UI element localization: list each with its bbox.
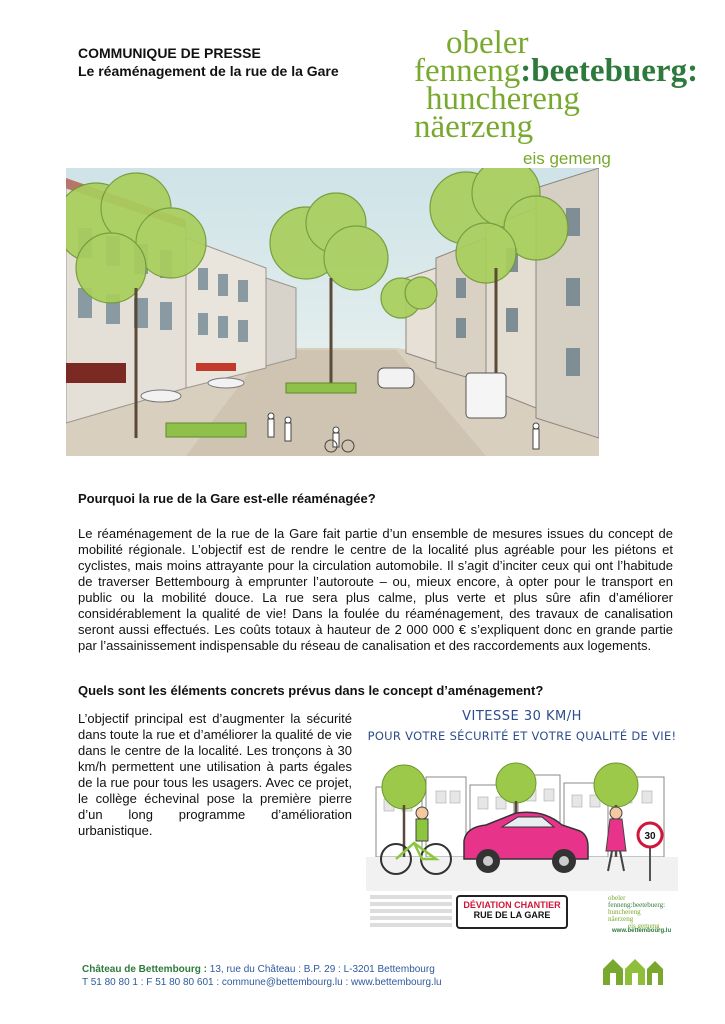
logo-line-3: hunchereng — [426, 81, 580, 117]
speed-limit-poster — [366, 703, 678, 943]
logo-line-1: obeler — [446, 25, 529, 61]
poster-info-line — [370, 902, 452, 906]
footer-org: Château de Bettembourg : — [82, 964, 208, 975]
poster-headline-1: VITESSE 30 KM/H — [462, 709, 582, 724]
title-line-2: Le réaménagement de la rue de la Gare — [78, 63, 339, 79]
poster-info-line — [370, 909, 452, 913]
footer-contact: T 51 80 80 1 : F 51 80 80 601 : commune@bettembourg.lu : www.bettembourg.lu — [82, 977, 442, 988]
logo-line-2b: :beetebuerg: — [520, 53, 699, 89]
logo-line-4: näerzeng — [414, 109, 534, 145]
poster-logo-line-2: fenneng:beetebuerg: — [608, 901, 666, 909]
detour-sign-line-1: DÉVIATION CHANTIER — [463, 900, 561, 910]
poster-info-line — [370, 895, 452, 899]
section-1-heading: Pourquoi la rue de la Gare est-elle réaménagée? — [78, 491, 376, 506]
title-line-1: COMMUNIQUE DE PRESSE — [78, 45, 261, 61]
poster-url: www.bettembourg.lu — [612, 928, 672, 934]
detour-sign-line-2: RUE DE LA GARE — [473, 910, 551, 920]
poster-logo — [608, 895, 665, 930]
street-illustration — [66, 168, 599, 456]
section-2-heading: Quels sont les éléments concrets prévus dans le concept d’aménagement? — [78, 683, 544, 698]
poster-scene — [366, 747, 678, 891]
poster-info-line — [370, 923, 452, 927]
footer-address-line — [82, 963, 442, 976]
poster-headline-2: POUR VOTRE SÉCURITÉ ET VOTRE QUALITÉ DE VIE! — [367, 729, 677, 743]
detour-sign — [456, 895, 568, 929]
footer — [82, 963, 442, 989]
speed-sign-value: 30 — [644, 831, 656, 842]
press-release-title — [78, 44, 339, 80]
poster-info-block — [370, 895, 452, 927]
section-1-body: Le réaménagement de la rue de la Gare fait partie d’un ensemble de mesures issues du concept de mobilité régionale. L’objectif est de rendre le centre de la localité plus agréable pour les piétons et cyclistes, mais moins attrayante pour la circulation automobile. Il s’agit d’inciter ceux qui ont l’habitude de traverser Bettembourg à emprunter l’autoroute – ou, mieux encore, à opter pour le transport en public ou la mobilité douce. La rue sera plus calme, plus verte et plus sûre afin d’améliorer considérablement la qualité de vie! Dans la foulée du réaménagement, des travaux de canalisation seront aussi effectués. Les coûts totaux à hauteur de 2 000 000 € s’expliquent donc en grande partie par l’assainissement indispensable du réseau de canalisation et des raccordements aux logements. — [78, 526, 673, 653]
logo-tagline: eis gemeng — [523, 149, 611, 168]
street-illustration-drawing — [66, 168, 599, 456]
poster-logo-tagline: eis gemeng — [628, 922, 660, 930]
poster-info-line — [370, 916, 452, 920]
poster-logo-line-1: obeler — [608, 894, 626, 902]
house-icon — [603, 957, 663, 985]
poster-logo-line-4: näerzeng — [608, 915, 634, 923]
section-2-body: L’objectif principal est d’augmenter la sécurité dans toute la rue et d’améliorer la qualité de vie dans le centre de la localité. Les tronçons à 30 km/h permettent une utilisation à parts égales de la rue pour tous les usagers. Avec ce projet, le collège échevinal pose la première pierre d’un long programme d’amélioration urbanistique. — [78, 711, 352, 838]
logo-line-2a: fenneng — [414, 53, 521, 89]
footer-address: 13, rue du Château : B.P. 29 : L-3201 Bettembourg — [207, 964, 435, 975]
poster-logo-line-3: hunchereng — [608, 908, 641, 916]
